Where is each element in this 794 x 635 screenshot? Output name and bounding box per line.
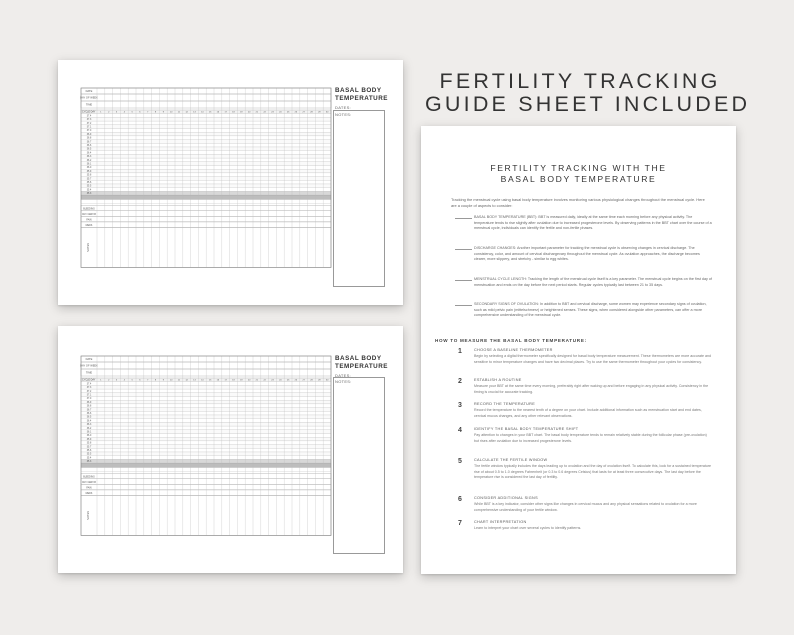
cycle-day-number: 13 xyxy=(193,111,196,114)
paragraph-secondary-signs: SECONDARY SIGNS OF OVULATION: In addition to BBT and cervical discharge, some women may experience secondary signs of ovulation, such as mild pelvic pain (mittelschmerz) or heightened senses. These signs, when considered alongside other parameters, can offer a more comprehensive understanding of the menstrual cycle. xyxy=(474,302,707,318)
temperature-label: 36.1 xyxy=(86,163,92,166)
cycle-day-number: 30 xyxy=(325,111,329,114)
temperature-row xyxy=(81,148,331,155)
temperature-row xyxy=(81,174,331,181)
cycle-day-number: 16 xyxy=(216,379,220,382)
paragraph-rule xyxy=(455,218,472,219)
bbt-chart-sheet-1 xyxy=(58,60,403,305)
cycle-day-number: 26 xyxy=(294,111,298,114)
temperature-label: 35.7 xyxy=(86,178,92,181)
bottom-row-label: PAIN xyxy=(86,487,92,490)
temperature-row xyxy=(81,133,331,140)
step-body: Pay attention to changes in your BBT chart. The basal body temperature tends to remain relatively stable during the follicular phase (pre-ovulation) but rises after ovulation due to increased progesterone levels. xyxy=(474,433,707,443)
cycle-day-number: 29 xyxy=(318,111,321,114)
temperature-row xyxy=(81,411,331,415)
cycle-day-number: 21 xyxy=(255,379,259,382)
cycle-day-number: 24 xyxy=(279,111,282,114)
guide-title-line-2: BASAL BODY TEMPERATURE xyxy=(500,174,657,184)
cycle-day-number: 12 xyxy=(185,111,188,114)
temperature-row xyxy=(81,143,331,147)
bottom-row xyxy=(81,205,331,211)
cycle-day-number: 4 xyxy=(123,379,125,382)
cycle-day-number: 23 xyxy=(271,379,274,382)
step-title: CHOOSE A BASELINE THERMOMETER xyxy=(474,348,553,352)
cycle-day-number: 15 xyxy=(208,111,212,114)
guide-intro: Tracking the menstrual cycle using basal body temperature involves monitoring various physiological changes throughout the menstrual cycle. Here are a couple of aspects to consider: xyxy=(451,197,705,208)
notes-box xyxy=(333,377,385,554)
header-row-label: DATE xyxy=(85,90,93,93)
cycle-day-number: 26 xyxy=(294,379,298,382)
cycle-day-number: 7 xyxy=(147,111,149,114)
temperature-row xyxy=(81,170,331,177)
cycle-day-number: 18 xyxy=(232,111,235,114)
bottom-row xyxy=(81,222,331,228)
cycle-day-number: 5 xyxy=(131,111,133,114)
temperature-row xyxy=(81,468,331,472)
bottom-row-label: BLEEDING xyxy=(83,208,95,211)
notes-box xyxy=(333,110,385,287)
step-body: Record the temperature to the nearest tenth of a degree on your chart. Include additional information such as menstruation start and end dates, cervical mucus changes, and any other relevant observations. xyxy=(474,408,702,418)
temperature-label: 36.0 xyxy=(86,167,92,170)
header-row xyxy=(81,356,331,362)
temperature-row xyxy=(81,169,331,173)
paragraph-cycle-length: MENSTRUAL CYCLE LENGTH: Tracking the length of the menstrual cycle itself is a key parameter. The menstrual cycle begins on the first day of menstruation and ends on the day before the next period starts. Regular cycles typically last between 21 to 35 days. xyxy=(474,277,712,287)
bottom-row-label: MEDS xyxy=(85,224,93,227)
temperature-row xyxy=(81,185,331,192)
temperature-row xyxy=(81,422,331,426)
temperature-row xyxy=(81,147,331,151)
step-number: 3 xyxy=(458,402,462,409)
temperature-label: 36.3 xyxy=(86,156,92,159)
paragraph-rule xyxy=(455,305,472,306)
paragraph-rule xyxy=(455,249,472,250)
temperature-label: 37.0 xyxy=(86,398,92,401)
bottom-row-label: MEDS xyxy=(85,492,93,495)
cycle-day-number: 20 xyxy=(247,111,251,114)
temperature-row xyxy=(81,117,331,121)
cycle-day-number: 28 xyxy=(310,379,313,382)
step-title: CALCULATE THE FERTILE WINDOW xyxy=(474,458,548,462)
step-number: 1 xyxy=(458,348,462,355)
cycle-day-number: 9 xyxy=(162,111,164,114)
temperature-row xyxy=(81,400,331,404)
cycle-day-number: 2 xyxy=(108,379,110,382)
bottom-row xyxy=(81,479,331,485)
cycle-day-number: 6 xyxy=(139,111,141,114)
temperature-label: 36.6 xyxy=(86,145,92,147)
header-row xyxy=(81,101,331,108)
cycle-day-number: 24 xyxy=(279,379,282,382)
temperature-row xyxy=(81,121,331,125)
step-body: While BBT is a key indicator, consider other signs like changes in cervical mucus and any physical sensations related to ovulation for a more comprehensive understanding of your fertile window. xyxy=(474,502,697,512)
bbt-chart-sheet-2 xyxy=(58,326,403,573)
header-row-label: DAY OF WEEK xyxy=(80,96,98,100)
grid-group xyxy=(80,356,331,535)
bottom-row-label: CM / CERVIX xyxy=(82,481,96,484)
notes-row xyxy=(81,224,331,267)
bottom-row-label: CM / CERVIX xyxy=(82,213,96,216)
temperature-row xyxy=(81,415,331,419)
paragraph-discharge: DISCHARGE CHANGES: Another important parameter for tracking the menstrual cycle is observing changes in cervical discharge. The consistency, color, and amount of cervical dischargevary throughout the menstrual cycle. As ovulation approaches, the discharge becomes clearer, more slippery, and stretchy - similar to egg whites. xyxy=(474,246,700,262)
sheet-title-line-1: BASAL BODY xyxy=(335,87,382,94)
temperature-label: 37.3 xyxy=(86,119,92,122)
temperature-label: 36.5 xyxy=(86,148,92,151)
cycle-day-number: 17 xyxy=(224,379,227,382)
bottom-row xyxy=(81,211,331,217)
step-body: The fertile window typically includes the days leading up to ovulation and the day of ovulation itself. To calculate this, look for a sustained temperature rise of about 0.5 to 1.0 degrees Fahrenheit (or 0.3 to 0.6 degrees Celsius) that lasts for at least three consecutive days. The last day before the temperature rise is considered the last day of fertility. xyxy=(474,464,712,480)
grid-group xyxy=(80,88,331,267)
cycle-day-number: 25 xyxy=(286,379,290,382)
temperature-label: 37.2 xyxy=(86,390,92,393)
cycle-day-number: 1 xyxy=(100,379,102,382)
bottom-row-label: BLEEDING xyxy=(83,476,95,479)
cycle-day-number: 28 xyxy=(310,111,313,114)
cycle-day-number: 30 xyxy=(325,379,329,382)
cycle-day-number: 15 xyxy=(208,379,212,382)
temperature-row xyxy=(81,122,331,129)
cycle-day-label: CYCLE DAY xyxy=(82,378,96,382)
cycle-day-number: 10 xyxy=(169,111,173,114)
cycle-day-number: 5 xyxy=(131,379,133,382)
temperature-label: 36.2 xyxy=(86,159,92,162)
step-title: CONSIDER ADDITIONAL SIGNS xyxy=(474,496,538,500)
temperature-label: 35.9 xyxy=(86,170,92,173)
temperature-label: 37.0 xyxy=(86,130,92,133)
step-title: ESTABLISH A ROUTINE xyxy=(474,378,522,382)
cycle-day-label: CYCLE DAY xyxy=(82,110,96,114)
cycle-day-number: 2 xyxy=(108,111,110,114)
baseline-band xyxy=(81,463,331,467)
cycle-day-number: 13 xyxy=(193,379,196,382)
temperature-row xyxy=(81,453,331,460)
temperature-label: 35.4 xyxy=(86,457,92,460)
temperature-label: 37.2 xyxy=(86,122,92,125)
temperature-label: 36.8 xyxy=(86,405,92,408)
header-row xyxy=(81,369,331,376)
temperature-label: 35.3 xyxy=(86,461,92,464)
notes-label: NOTES: xyxy=(335,379,352,384)
bottom-row-label: PAIN xyxy=(86,219,92,222)
cycle-day-number: 4 xyxy=(123,111,125,114)
cycle-day-number: 7 xyxy=(147,379,149,382)
temperature-row xyxy=(81,159,331,166)
cycle-day-number: 19 xyxy=(240,111,243,114)
cycle-day-number: 3 xyxy=(115,111,118,114)
cycle-day-number: 29 xyxy=(318,379,321,382)
temperature-row xyxy=(81,154,331,158)
bottom-row xyxy=(81,490,331,496)
temperature-row xyxy=(81,438,331,445)
cycle-day-number: 9 xyxy=(162,379,164,382)
step-number: 2 xyxy=(458,378,462,385)
step-body: Measure your BBT at the same time every morning, preferably right after waking up and before engaging in any physical activity. Consistency in the timing is crucial for accurate tracking. xyxy=(474,384,709,394)
headline-line-2: GUIDE SHEET INCLUDED xyxy=(425,92,751,116)
step-body: Begin by selecting a digital thermometer specifically designed for basal body temperature measurement. These thermometers are more accurate and sensitive to minor temperature changes and have two decimal places. Try to use the same thermometer throughout your cycles for consistency. xyxy=(474,354,712,364)
dates-label: DATES: xyxy=(335,373,351,378)
cycle-day-number: 11 xyxy=(177,111,181,114)
header-row xyxy=(81,362,331,369)
temperature-label: 36.3 xyxy=(86,424,92,427)
temperature-row xyxy=(81,416,331,423)
temperature-row xyxy=(81,389,331,393)
temperature-label: 35.5 xyxy=(86,453,92,456)
temperature-label: 35.7 xyxy=(86,446,92,449)
paragraph-rule xyxy=(455,280,472,281)
temperature-label: 36.0 xyxy=(86,435,92,438)
cycle-day-number: 6 xyxy=(139,379,141,382)
cycle-day-number: 3 xyxy=(115,379,118,382)
temperature-label: 37.1 xyxy=(86,394,92,397)
temperature-label: 35.8 xyxy=(86,174,92,177)
temperature-label: 37.3 xyxy=(86,387,92,390)
temperature-row xyxy=(81,180,331,184)
paragraph-bbt: BASAL BODY TEMPERATURE (BBT): BBT is measured daily, ideally at the same time each morning before any physical activity. The temperature tends to rise slightly after ovulation due to increased progesterone levels. By observing patterns in the BBT chart over the course of a menstrual cycle, individuals can identify the fertile and non-fertile phases. xyxy=(474,215,712,231)
temperature-row xyxy=(81,132,331,136)
sheet-title-line-1: BASAL BODY xyxy=(335,355,382,362)
header-row-label: DAY OF WEEK xyxy=(80,364,98,368)
cycle-day-number: 18 xyxy=(232,379,235,382)
temperature-label: 36.2 xyxy=(86,427,92,430)
temperature-row xyxy=(81,452,331,456)
step-title: CHART INTERPRETATION xyxy=(474,520,527,524)
header-row-label: TIME xyxy=(85,371,93,375)
temperature-label: 35.5 xyxy=(86,185,92,188)
cycle-day-number: 17 xyxy=(224,111,227,114)
temperature-label: 36.7 xyxy=(86,141,92,144)
cycle-day-row xyxy=(81,110,331,114)
cycle-day-number: 19 xyxy=(240,379,243,382)
step-title: RECORD THE TEMPERATURE xyxy=(474,402,536,406)
temperature-row xyxy=(81,163,331,170)
guide-title-line-1: FERTILITY TRACKING WITH THE xyxy=(490,163,667,173)
header-row xyxy=(81,88,331,94)
cycle-day-number: 22 xyxy=(263,379,266,382)
howto-heading: HOW TO MEASURE THE BASAL BODY TEMPERATURE: xyxy=(435,338,587,343)
temperature-label: 35.4 xyxy=(86,189,92,192)
temperature-label: 35.6 xyxy=(86,182,92,184)
step-number: 5 xyxy=(458,458,462,465)
step-body: Learn to interpret your chart over several cycles to identify patterns. xyxy=(474,526,582,530)
temperature-row xyxy=(81,390,331,397)
cycle-day-number: 22 xyxy=(263,111,266,114)
sheet-title-line-2: TEMPERATURE xyxy=(335,95,388,102)
dates-label: DATES: xyxy=(335,105,351,110)
cycle-day-number: 25 xyxy=(286,111,290,114)
temperature-row xyxy=(81,442,331,449)
cycle-day-number: 14 xyxy=(201,379,204,382)
notes-label: NOTES: xyxy=(335,112,352,117)
temperature-row xyxy=(81,405,331,412)
temperature-label: 36.9 xyxy=(86,133,92,136)
temperature-label: 36.4 xyxy=(86,152,92,155)
temperature-label: 36.4 xyxy=(86,420,92,423)
temperature-row xyxy=(81,448,331,452)
cycle-day-number: 8 xyxy=(154,111,157,114)
guide-sheet xyxy=(421,126,736,574)
temperature-label: 35.6 xyxy=(86,450,92,452)
header-row-label: TIME xyxy=(85,103,93,107)
step-number: 6 xyxy=(458,496,462,503)
cycle-day-number: 14 xyxy=(201,111,204,114)
cycle-day-number: 27 xyxy=(302,111,305,114)
cycle-day-number: 20 xyxy=(247,379,251,382)
temperature-row xyxy=(81,137,331,144)
temperature-row xyxy=(81,191,331,195)
cycle-day-number: 8 xyxy=(154,379,157,382)
temperature-row xyxy=(81,394,331,401)
temperature-row xyxy=(81,427,331,434)
step-number: 7 xyxy=(458,520,462,527)
temperature-label: 35.8 xyxy=(86,442,92,445)
notes-row xyxy=(81,492,331,535)
headline-line-1: FERTILITY TRACKING xyxy=(439,69,721,93)
temperature-row xyxy=(81,126,331,133)
temperature-label: 35.3 xyxy=(86,193,92,196)
notes-row-label: NOTES xyxy=(87,510,90,520)
cycle-day-row xyxy=(81,378,331,382)
temperature-label: 36.7 xyxy=(86,409,92,412)
header-row-label: DATE xyxy=(85,358,93,361)
temperature-row xyxy=(81,385,331,389)
temperature-label: 36.1 xyxy=(86,431,92,434)
temperature-row xyxy=(81,200,331,204)
cycle-day-number: 21 xyxy=(255,111,259,114)
temperature-row xyxy=(81,426,331,430)
temperature-row xyxy=(81,158,331,162)
temperature-label: 37.1 xyxy=(86,126,92,129)
sheet-title-line-2: TEMPERATURE xyxy=(335,363,388,370)
temperature-label: 35.9 xyxy=(86,438,92,441)
cycle-day-number: 1 xyxy=(100,111,102,114)
step-number: 4 xyxy=(458,427,462,434)
cycle-day-number: 11 xyxy=(177,379,181,382)
baseline-band xyxy=(81,195,331,199)
step-title: IDENTIFY THE BASAL BODY TEMPERATURE SHIFT xyxy=(474,427,579,431)
temperature-row xyxy=(81,401,331,408)
bottom-row xyxy=(81,473,331,479)
cycle-day-number: 12 xyxy=(185,379,188,382)
temperature-row xyxy=(81,459,331,463)
temperature-label: 36.5 xyxy=(86,416,92,419)
temperature-row xyxy=(81,184,331,188)
cycle-day-number: 16 xyxy=(216,111,220,114)
cycle-day-number: 27 xyxy=(302,379,305,382)
temperature-label: 37.4 xyxy=(86,383,92,386)
temperature-row xyxy=(81,431,331,438)
cycle-day-number: 23 xyxy=(271,111,274,114)
temperature-label: 36.8 xyxy=(86,137,92,140)
header-row xyxy=(81,94,331,101)
temperature-label: 36.9 xyxy=(86,401,92,404)
notes-row-label: NOTES xyxy=(87,242,90,252)
temperature-row xyxy=(81,437,331,441)
temperature-label: 37.4 xyxy=(86,115,92,118)
cycle-day-number: 10 xyxy=(169,379,173,382)
temperature-label: 36.6 xyxy=(86,413,92,415)
